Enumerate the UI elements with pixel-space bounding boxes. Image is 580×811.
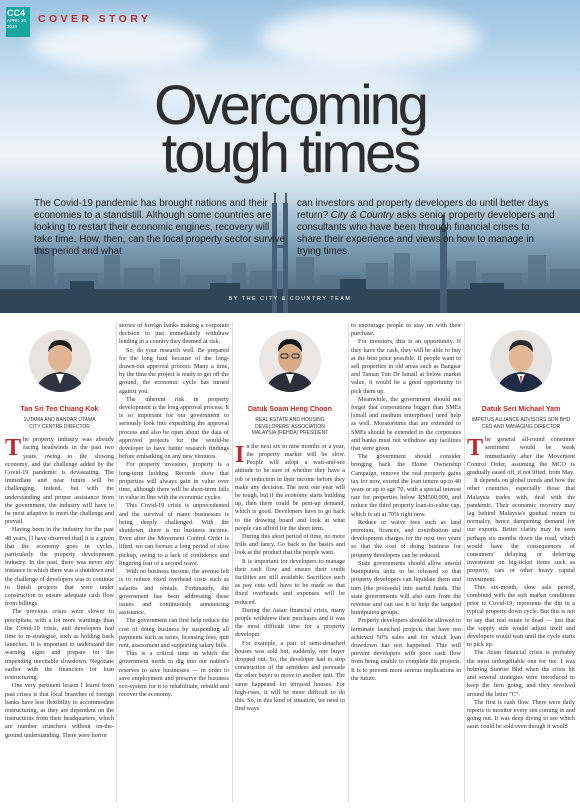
paragraph: During this short period of time, no more frills and fancy. Go back to the basics and look at the product that the people want. (235, 532, 345, 557)
paragraph: For investors, this is an opportunity. If they have the cash, they will be able to buy at the best price possible. If people want to sell properties in old areas such as Bangsar and Taman Tun Dr Ismail at below market value, it would be a good opportunity to pick them up. (351, 338, 461, 395)
portrait-datuk-soam (259, 330, 321, 392)
hero-banner (0, 0, 580, 313)
column-divider (232, 322, 233, 802)
paragraph: So, do your research well. Be prepared for the long haul because of the long-drawn-out approval process. Many a time, by the time the project is ready to get off the ground, the economic cycle has turned against you. (119, 346, 229, 395)
paragraph: For property investors, property is a long-term holding. Records show that properties will always gain in value over time, although there will be short-term falls in value in line with the economic cycles. (119, 461, 229, 502)
cloud (260, 8, 480, 68)
paragraph: The inherent risk in property development is the long approval process. It is so important for our government to seriously look into expediting the approval process and also be open about the data of approved projects for the would-be developer to have better research findings before embarking on any new ventures. (119, 395, 229, 461)
section-label: COVER STORY (38, 13, 152, 25)
paragraph: The government can first help reduce the cost of doing business by suspending all payments such as taxes, licensing fees, quit rent, assessment and supporting salary bills. (119, 617, 229, 649)
section-badge (6, 7, 30, 37)
column-divider (348, 322, 349, 802)
paragraph: to encourage people to stay on with their purchase. (351, 322, 461, 338)
article-column-4 (351, 322, 461, 683)
person-name: Tan Sri Teo Chiang Kok (20, 406, 99, 413)
paragraph: Having been in the industry for the past 48 years, [I have observed that] it is a given that the economy goes in cycles, particularly the property development industry. In the past, there was never any instance in which there was a shutdown and the challenge of developers was to continue to finish projects that were under construction to ensure adequate cash flow from billings. (5, 526, 114, 608)
paragraph: For example, a pair of semi-detached houses was sold but, suddenly, one buyer dropped out. So, the developer had to stop construction of the semidees and persuade the other buyer to move to another unit. The same happened for terraced houses. For high-rises, it will be more difficult to do this. So, in this kind of situation, we need to find ways (235, 639, 345, 713)
person-role-line: 1UTAMA AND BANDAR UTAMA (23, 417, 96, 424)
drop-cap: T (467, 435, 484, 462)
portrait-tan-sri-teo (29, 330, 91, 392)
byline: BY THE CITY & COUNTRY TEAM (228, 296, 352, 302)
person-role (235, 417, 345, 437)
paragraph: The previous crises were slower to precipitate, with a lot more warnings than the Covid-19 crisis, and developers had time to re-strategise, such as holding back launches. It is important to understand the warning signs and prepare for the impending inevitable slowdown. Negotiate earlier with the financiers for loan restructuring. (5, 608, 114, 682)
paragraph: State governments should allow unsold bumiputera units to be released so that property developers can liquidate them and turn [the proceeds] into useful funds. The state governments will also earn from the revenue and can use it to help the targeted bumiputera groups. (351, 559, 461, 617)
paragraph: Property developers should be allowed to terminate launched projects that have not achieved 50% sales and for which loan drawdown has not happened. This will prevent developers with poor cash flow from being unable to complete the projects. It is to prevent more serious implications in the future. (351, 617, 461, 682)
person-role-line: IMPETUS ALLIANCE ADVISORS SDN BHD (471, 417, 571, 424)
paragraph: The government should consider bringing back the Home Ownership Campaign, remove the real property gains tax for now, extend the loan tenure up to 40 years or up to age 70, with a special interest rate for properties below RM500,000, and reduce the third property loan-to-value cap, which is set at 70% right now. (351, 453, 461, 518)
person-role (467, 417, 575, 430)
paragraph: stories of foreign banks making a corporate decision to just immediately withdraw lending in a country they deemed at risk. (119, 322, 229, 346)
column-divider (464, 322, 465, 802)
intro-right-italic: City & Country (330, 210, 394, 221)
paragraph: With no business income, the avenue left is to reduce fixed overhead costs such as salaries and rentals. Fortunately, the government has been addressing these issues and continuously announcing assistance. (119, 568, 229, 617)
paragraph: It depends on global trends and how the other countries, especially those that Malaysia trades with, deal with the pandemic. Their economic recovery may lag behind Malaysia's gradual return to normalcy, hence dampening demand for our exports. Better clarity may be seen perhaps six months down the road, which would have the consequences of consumers' delaying or deferring investment on big-ticket items such as property, cars or other heavy capital investment. (467, 477, 575, 583)
intro-right-start: can investors and property developers do until better days return? (297, 198, 549, 221)
intro-right-end: asks senior property developers and consultants who have been through financial crises to share their experience and views on how to manage in trying times. (297, 210, 555, 257)
paragraph: Reduce or waive fees such as land premium, licences, and contribution and development charges for the next two years so that the cost of doing business for property developers can be reduced. (351, 518, 461, 559)
person-role-line: CEO AND MANAGING DIRECTOR (481, 423, 561, 430)
portrait-datuk-seri-yam (490, 330, 552, 392)
masthead (6, 7, 151, 37)
paragraph (235, 443, 345, 533)
person-role-line: REAL ESTATE AND HOUSING (255, 417, 325, 424)
paragraph: Meanwhile, the government should not forget that corporations bigger than SMEs [small and medium enterprises] need help as well. Moratoriums that are extended to SMEs should be extended to the corporates and banks must not withdraw any facilities that were given. (351, 395, 461, 453)
person-role (5, 417, 114, 430)
issue-date: APRIL 20, 2020 (7, 18, 28, 29)
paragraph-text: he property industry was already facing headwinds in the past two years, owing to the slowing economy, and the challenge added by the Covid-19 pandemic is devastating. The immediate and near future will be challenging, indeed, but with the understanding and proper assistance from the government, the industry will have to be most adaptive to meet the challenge and prevail. (5, 436, 114, 526)
headline-line-1: Overcoming (154, 73, 426, 136)
article-column-3 (235, 320, 345, 713)
drop-cap: I (235, 441, 245, 468)
paragraph: This six-month, slow sale period, combined with the soft market conditions prior to Covid-19, represents the dip in a typical property down cycle. But this is not to say that real estate is dead — just that the supply side would adjust itself and developers would wait until the cycle starts to pick up. (467, 583, 575, 649)
person-name: Datuk Soam Heng Choon (247, 406, 332, 413)
paragraph-text: he general all-round consumer sentiment would be weak immediately after the Movement Control Order, assuming the MCO is gradually eased off, if not lifted, from May. (467, 436, 575, 477)
article-column-1 (5, 320, 114, 740)
paragraph (467, 436, 575, 477)
intro-left: The Covid-19 pandemic has brought nations and their economies to a standstill. Although some countries are looking to restart their economic engines, recovery will take time. How, then, can the local property sector survive this period and what (34, 198, 286, 257)
drop-cap: T (5, 435, 22, 462)
paragraph: This is a critical time in which the government needs to dig into our nation's reserves to save businesses — in order to save employment and preserve the business eco-system for it to rehabilitate, rebuild and recover the economy. (119, 650, 229, 699)
paragraph-text: n the next six to nine months or a year, the property market will be slow. People will adopt a wait-and-see attitude to be sure of whether they have a job or reduction in their income before they make any decision. The next one year will be tough, but if the economy starts building up, then there could be pent-up demand, which is good. Developers have to go back to the drawing board and look at what people can afford for the short term. (235, 442, 345, 532)
headline-line-2: tough times (161, 121, 419, 184)
paragraph: This Covid-19 crisis is unprecedented and the survival of many businesses is being deeply challenged. With the shutdown, there is no business income. Even after the Movement Control Order is lifted, we can foresee a long period of slow pickup, owing to a lack of confidence and lingering fear of a second wave. (119, 502, 229, 567)
column-divider (116, 322, 117, 802)
paragraph (5, 436, 114, 526)
intro-right (297, 198, 555, 258)
article-column-5 (467, 320, 575, 732)
article-column-2 (119, 322, 229, 699)
section-number: CC4 (7, 8, 26, 18)
paragraph: The Asian financial crisis is probably the most unforgettable one for me. I was helming Sunrise Bhd when the crisis hit and several strategies were introduced to keep the firm going, and they revolved around the letter "C". (467, 649, 575, 698)
paragraph: One very pertinent lesson I learnt from past crises is that local branches of foreign banks have less flexibility to accommodate restructuring, as they are dependent on the instructions from their headquarters, which are number crunchers without on-the-ground understanding. There were horror (5, 682, 114, 739)
person-role-line: DEVELOPERS' ASSOCIATION (255, 423, 325, 430)
paragraph: The first is cash flow. There were daily reports to monitor every sen coming in and going out. It was deep diving to see which asset could be sold even though it would (467, 698, 575, 731)
paragraph: It is important for developers to manage their cash flow and ensure their credit facilities are still available. Sacrifices such as pay cuts will have to be made so that fixed overheads and expenses will be reduced. (235, 557, 345, 606)
person-name: Datuk Seri Michael Yam (481, 406, 561, 413)
person-role-line: MALAYSIA (REHDA) PRESIDENT (251, 430, 329, 437)
paragraph: During the Asian financial crisis, many people withdrew their purchases and it was the most difficult time for a property developer. (235, 606, 345, 639)
person-role-line: CITY CENTRE DIRECTOR (29, 423, 90, 430)
